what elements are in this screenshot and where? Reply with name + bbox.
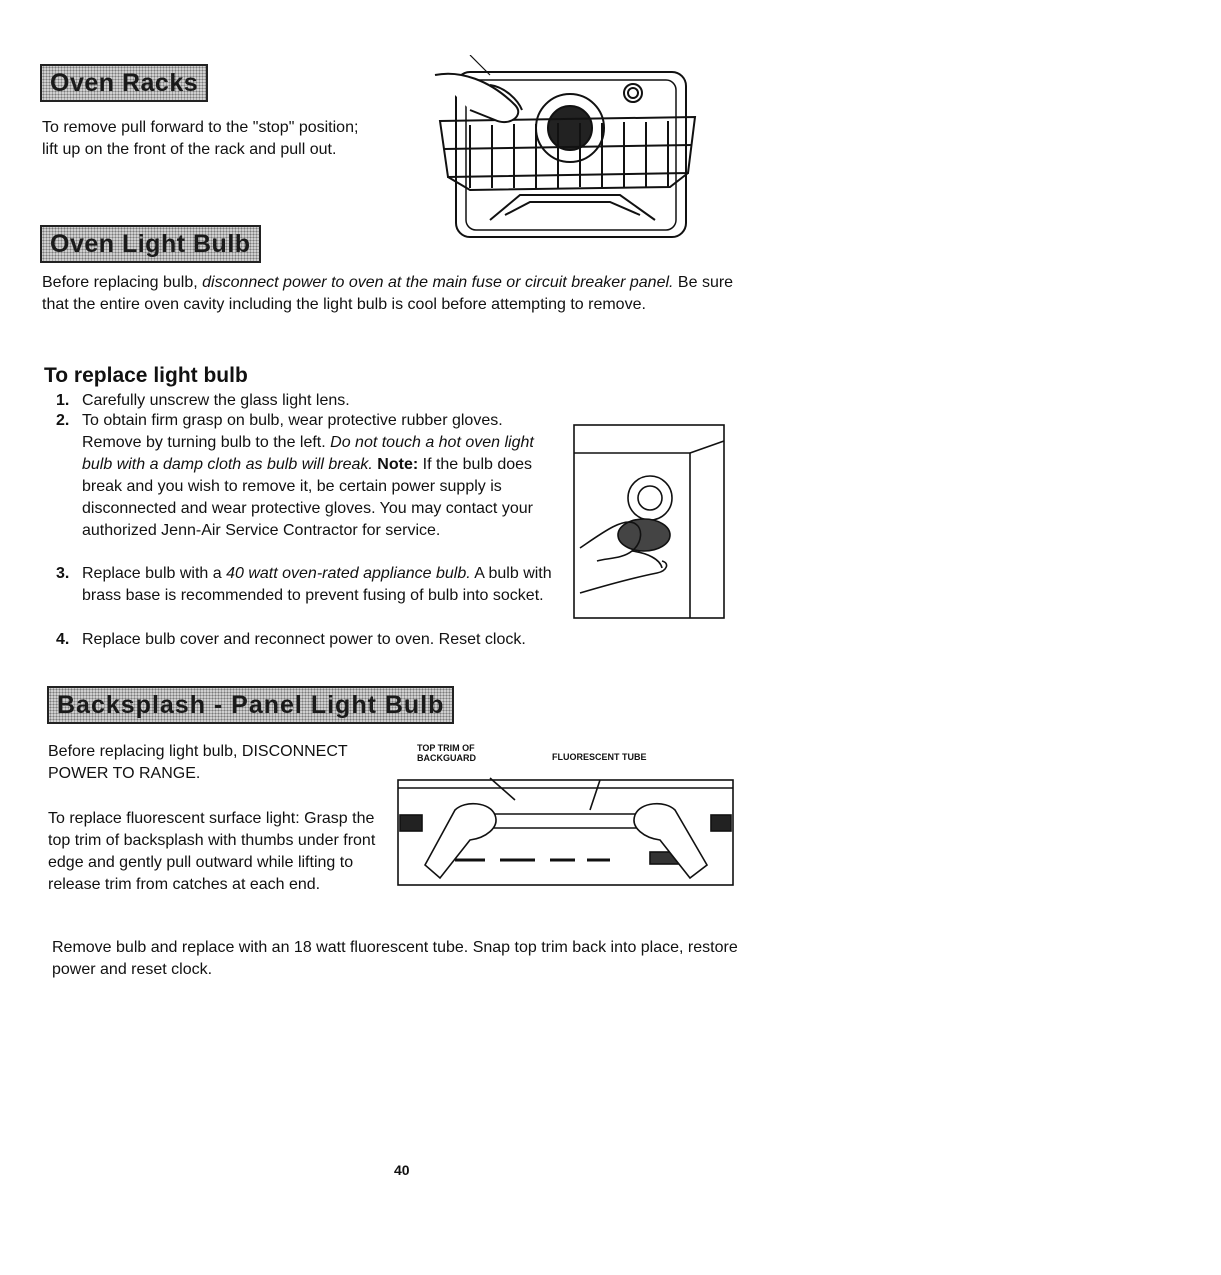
backsplash-illustration <box>395 760 740 890</box>
step-3-italic: 40 watt oven-rated appliance bulb. <box>226 565 471 582</box>
step-4-number: 4. <box>56 631 70 648</box>
backsplash-para3: Remove bulb and replace with an 18 watt fluorescent tube. Snap top trim back into place, restore power and reset clock. <box>52 939 738 978</box>
step-2-italic: Do not touch a hot oven light bulb with a damp cloth as bulb will break. <box>82 434 534 473</box>
backsplash-heading: Backsplash - Panel Light Bulb <box>47 686 454 724</box>
oven-racks-heading: Oven Racks <box>40 64 208 102</box>
oven-light-intro-part2: Be sure that the entire oven cavity including the light bulb is cool before attempting to remove. <box>42 274 734 313</box>
step-4 <box>56 629 558 651</box>
step-2-number: 2. <box>56 412 70 429</box>
step-1 <box>56 390 562 412</box>
oven-light-intro <box>42 272 742 316</box>
backsplash-para2: To replace fluorescent surface light: Grasp the top trim of backsplash with thumbs under front edge and gently pull outward while lifting to release trim from catches at each end. <box>48 810 376 893</box>
step-2-note-label: Note: <box>377 456 419 473</box>
fluorescent-tube-label: FLUORESCENT TUBE <box>552 752 647 762</box>
light-bulb-illustration <box>572 423 727 621</box>
step-4-text: Replace bulb cover and reconnect power to oven. Reset clock. <box>82 631 526 648</box>
page-number: 40 <box>394 1162 410 1178</box>
step-3-text-b: A bulb with brass base is recommended to prevent fusing of bulb into socket. <box>82 565 552 604</box>
oven-light-bulb-heading: Oven Light Bulb <box>40 225 261 263</box>
step-3-number: 3. <box>56 565 70 582</box>
step-2 <box>56 410 564 542</box>
oven-racks-text <box>42 117 422 161</box>
step-2-text-a: To obtain firm grasp on bulb, wear protective rubber gloves. Remove by turning bulb to the left. <box>82 412 503 451</box>
oven-light-intro-part1: Before replacing bulb, <box>42 274 203 291</box>
oven-rack-illustration <box>430 55 705 245</box>
oven-light-intro-italic: disconnect power to oven at the main fuse or circuit breaker panel. <box>202 274 674 291</box>
top-trim-label-line1: TOP TRIM OF <box>417 743 475 753</box>
step-2-text-b: If the bulb does break and you wish to remove it, be certain power supply is disconnected and wear protective gloves. You may contact your authorized Jenn-Air Service Contractor for service. <box>82 456 533 539</box>
oven-racks-line2: lift up on the front of the rack and pull out. <box>42 141 337 158</box>
backsplash-para1: Before replacing light bulb, DISCONNECT POWER TO RANGE. <box>48 743 348 782</box>
replace-light-bulb-heading: To replace light bulb <box>44 364 248 387</box>
oven-racks-line1: To remove pull forward to the "stop" position; <box>42 119 359 136</box>
top-trim-label-line2: BACKGUARD <box>417 753 476 763</box>
step-3-text-a: Replace bulb with a <box>82 565 227 582</box>
step-1-number: 1. <box>56 392 70 409</box>
step-1-text: Carefully unscrew the glass light lens. <box>82 392 350 409</box>
step-3 <box>56 563 558 607</box>
